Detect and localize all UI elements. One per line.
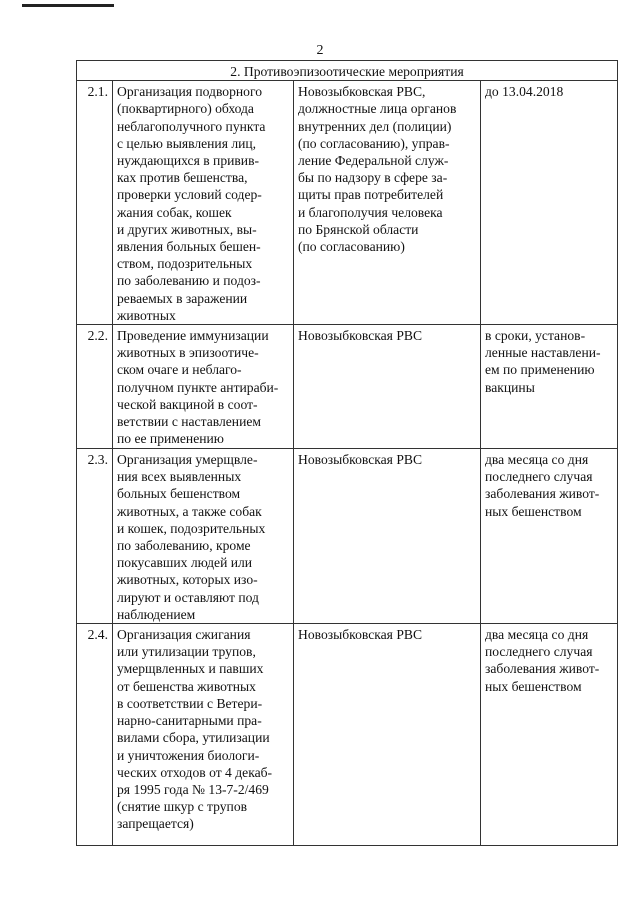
table-row xyxy=(77,81,618,325)
top-rule xyxy=(22,4,114,7)
responsible-cell: Новозыбковская РВС, должностные лица органов внутренних дел (полиции) (по согласованию), управ- ление Федеральной служ- бы по надзору в сфере за- щиты прав потребителей и благополучия человека по Брянской области (по согласованию) xyxy=(294,81,481,325)
row-number: 2.3. xyxy=(77,449,113,624)
measure-cell: Организация сжигания или утилизации трупов, умерщвленных и павших от бешенства животных в соответствии с Ветери- нарно-санитарными пра- вилами сбора, утилизации и уничтожения биологи- ческих отходов от 4 декаб- ря 1995 года № 13-7-2/469 (снятие шкур с трупов запрещается) xyxy=(113,624,294,846)
row-number: 2.1. xyxy=(77,81,113,325)
row-number: 2.2. xyxy=(77,325,113,449)
table-row xyxy=(77,325,618,449)
row-number: 2.4. xyxy=(77,624,113,846)
measure-cell: Организация подворного (поквартирного) обхода неблагополучного пункта с целью выявления лиц, нуждающихся в привив- ках против бешенства, проверки условий содер- жания собак, кошек и других животных, вы- явления больных бешен- ством, подозрительных по заболеванию и подоз- реваемых в заражении животных xyxy=(113,81,294,325)
measures-table xyxy=(76,60,618,846)
deadline-cell: до 13.04.2018 xyxy=(481,81,618,325)
deadline-cell: два месяца со дня последнего случая заболевания живот- ных бешенством xyxy=(481,449,618,624)
page-number: 2 xyxy=(316,43,324,58)
section-header-row xyxy=(77,61,618,81)
responsible-cell: Новозыбковская РВС xyxy=(294,624,481,846)
table-row xyxy=(77,449,618,624)
table-row xyxy=(77,624,618,846)
responsible-cell: Новозыбковская РВС xyxy=(294,325,481,449)
measure-cell: Проведение иммунизации животных в эпизоотиче- ском очаге и неблаго- получном пункте антираби- ческой вакциной в соот- ветствии с наставлением по ее применению xyxy=(113,325,294,449)
section-title: 2. Противоэпизоотические мероприятия xyxy=(77,61,618,81)
responsible-cell: Новозыбковская РВС xyxy=(294,449,481,624)
deadline-cell: в сроки, установ- ленные наставлени- ем по применению вакцины xyxy=(481,325,618,449)
measure-cell: Организация умерщвле- ния всех выявленных больных бешенством животных, а также собак и кошек, подозрительных по заболеванию, кроме покусавших людей или животных, которых изо- лируют и оставляют под наблюдением xyxy=(113,449,294,624)
deadline-cell: два месяца со дня последнего случая заболевания живот- ных бешенством xyxy=(481,624,618,846)
